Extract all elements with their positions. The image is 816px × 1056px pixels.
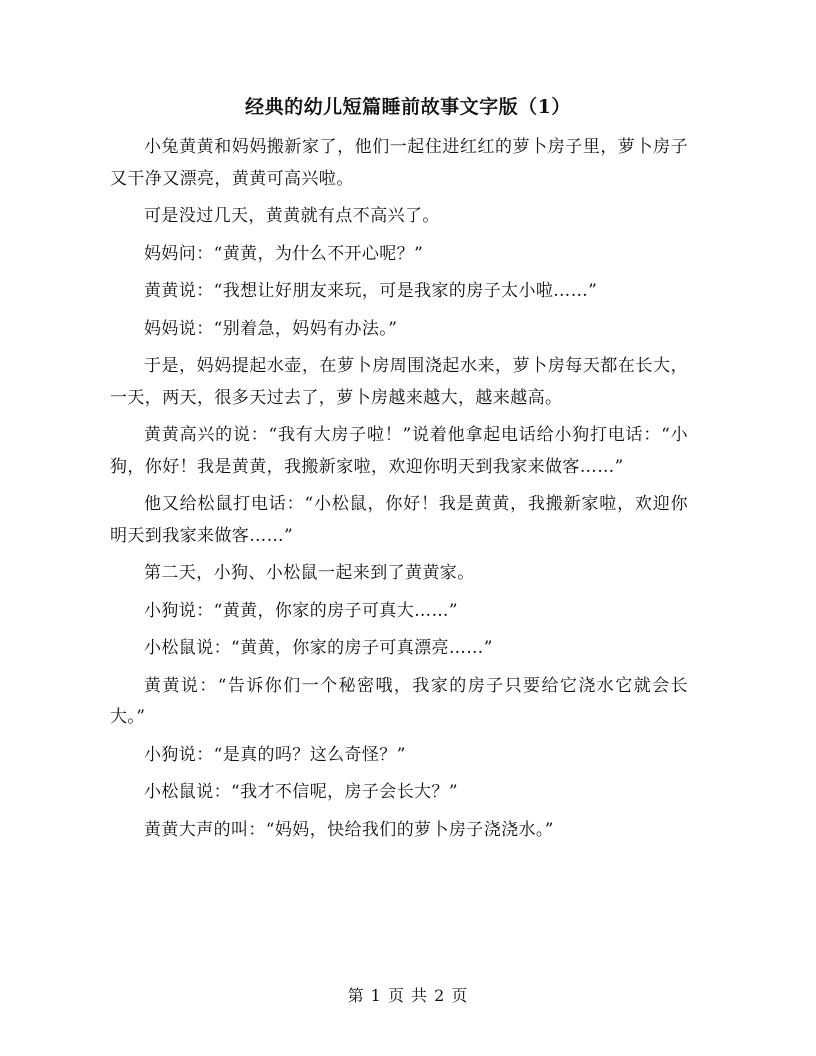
paragraph: 黄黄说：“我想让好朋友来玩，可是我家的房子太小啦……” [144, 281, 598, 301]
paragraph: 小狗说：“是真的吗？这么奇怪？” [144, 744, 406, 765]
paragraph: 可是没过几天，黄黄就有点不高兴了。 [144, 206, 440, 226]
paragraph: 小兔黄黄和妈妈搬新家了，他们一起住进红红的萝卜房子里，萝卜房子又干净又漂亮，黄黄可高兴啦。 [110, 137, 688, 189]
paragraph: 小松鼠说：“我才不信呢，房子会长大？” [144, 782, 458, 802]
paragraph: 黄黄高兴的说：“我有大房子啦！”说着他拿起电话给小狗打电话：“小狗，你好！我是黄黄，我搬新家啦，欢迎你明天到我家来做客……” [110, 425, 688, 477]
paragraph: 小松鼠说：“黄黄，你家的房子可真漂亮……” [144, 638, 493, 658]
page-number-footer: 第 1 页 共 2 页 [347, 986, 469, 1005]
paragraph: 妈妈问：“黄黄，为什么不开心呢？” [144, 243, 424, 264]
paragraph: 第二天，小狗、小松鼠一起来到了黄黄家。 [144, 563, 475, 583]
paragraph: 他又给松鼠打电话：“小松鼠，你好！我是黄黄，我搬新家啦，欢迎你明天到我家来做客……” [110, 494, 688, 546]
paragraph: 小狗说：“黄黄，你家的房子可真大……” [144, 600, 458, 621]
document-body [110, 132, 688, 852]
paragraph: 妈妈说：“别着急，妈妈有办法。” [144, 318, 398, 339]
paragraph: 黄黄说：“告诉你们一个秘密哦，我家的房子只要给它浇水它就会长大。” [110, 675, 688, 727]
document-title: 经典的幼儿短篇睡前故事文字版（1） [245, 96, 571, 118]
paragraph: 于是，妈妈提起水壶，在萝卜房周围浇起水来，萝卜房每天都在长大，一天，两天，很多天过去了，萝卜房越来越大，越来越高。 [110, 356, 688, 408]
paragraph: 黄黄大声的叫：“妈妈，快给我们的萝卜房子浇浇水。” [144, 819, 554, 840]
